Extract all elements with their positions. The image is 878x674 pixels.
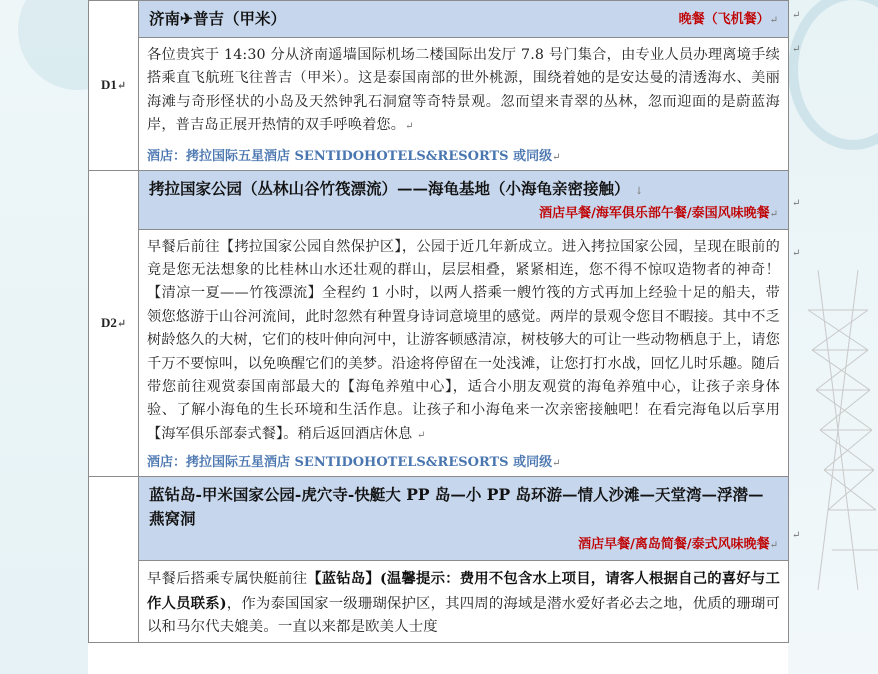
- day1-title: 济南✈普吉（甲米）: [149, 9, 286, 28]
- day2-label-cell: D2↵: [89, 170, 139, 477]
- day1-title-cell: 济南✈普吉（甲米） 晚餐（飞机餐）↵: [139, 1, 789, 38]
- day3-title-cell: 蓝钻岛-甲米国家公园-虎穴寺-快艇大 PP 岛—小 PP 岛环游—情人沙滩—天堂湾—浮潜—燕窝洞 酒店早餐/离岛简餐/泰式风味晚餐↵: [139, 477, 789, 561]
- para-mark: ↵: [792, 198, 801, 209]
- day1-title-row: [89, 1, 789, 38]
- para-mark: ↵: [792, 44, 801, 55]
- day1-label: D1: [100, 77, 117, 93]
- day1-description: 各位贵宾于 14:30 分从济南遥墙国际机场二楼国际出发厅 7.8 号门集合，由专业人员办理离境手续搭乘直飞航班飞往普吉（甲米）。这是泰国南部的世外桃源，围绕着她的是安达曼的清透海水、美丽海滩与奇形怪状的小岛及天然钟乳石洞窟等奇特景观。忽而望来青翠的丛林，忽而迎面的是蔚蓝海岸，普吉岛正展开热情的双手呼唤着您。↵: [147, 47, 780, 134]
- day3-title-row: [89, 477, 789, 561]
- day2-body-row: [89, 229, 789, 477]
- day1-body-cell: 各位贵宾于 14:30 分从济南遥墙国际机场二楼国际出发厅 7.8 号门集合，由专业人员办理离境手续搭乘直飞航班飞往普吉（甲米）。这是泰国南部的世外桃源，围绕着她的是安达曼的清透海水、美丽海滩与奇形怪状的小岛及天然钟乳石洞窟等奇特景观。忽而望来青翠的丛林，忽而迎面的是蔚蓝海岸，普吉岛正展开热情的双手呼唤着您。↵ 酒店：拷拉国际五星酒店 SENTIDOHOTELS&RESORTS 或同级↵: [139, 38, 789, 171]
- day2-label: D2: [100, 315, 117, 331]
- day2-title: 拷拉国家公园（丛林山谷竹筏漂流）——海龟基地（小海龟亲密接触）: [149, 178, 630, 198]
- day2-hotel: 酒店：拷拉国际五星酒店 SENTIDOHOTELS&RESORTS 或同级: [147, 455, 553, 471]
- ring-decoration: [788, 0, 878, 150]
- day2-body-cell: 早餐后前往【拷拉国家公园自然保护区】，公园于近几年新成立。进入拷拉国家公园，呈现在眼前的竟是您无法想象的比桂林山水还壮观的群山，层层相叠，紧紧相连，您不得不惊叹造物者的神奇！【清凉一夏——竹筏漂流】全程约 1 小时，以两人搭乘一艘竹筏的方式再加上经验十足的船夫，带领您悠游于山谷河流间，此时忽然有种置身诗词意境里的感觉。两岸的景观令您目不暇接。其中不乏树龄悠久的大树，它们的枝叶伸向河中，让游客顿感清凉，树枝够大的可让一些动物栖息于上，请您千万不要惊叫，以免唤醒它们的美梦。沿途将停留在一处浅滩，让您打打水战，回忆儿时乐趣。随后带您前往观赏泰国南部最大的【海龟养殖中心】，适合小朋友观赏的海龟养殖中心，让孩子亲身体验、了解小海龟的生长环境和生活作息。让孩子和小海龟来一次亲密接触吧！在看完海龟以后享用【海军俱乐部泰式餐】。稍后返回酒店休息 ↵ 酒店：拷拉国际五星酒店 SENTIDOHOTELS&RESORTS 或同级↵: [139, 229, 789, 477]
- day2-description: 早餐后前往【拷拉国家公园自然保护区】，公园于近几年新成立。进入拷拉国家公园，呈现在眼前的竟是您无法想象的比桂林山水还壮观的群山，层层相叠，紧紧相连，您不得不惊叹造物者的神奇！【清凉一夏——竹筏漂流】全程约 1 小时，以两人搭乘一艘竹筏的方式再加上经验十足的船夫，带领您悠游于山谷河流间，此时忽然有种置身诗词意境里的感觉。两岸的景观令您目不暇接。其中不乏树龄悠久的大树，它们的枝叶伸向河中，让游客顿感清凉，树枝够大的可让一些动物栖息于上，请您千万不要惊叫，以免唤醒它们的美梦。沿途将停留在一处浅滩，让您打打水战，回忆儿时乐趣。随后带您前往观赏泰国南部最大的【海龟养殖中心】，适合小朋友观赏的海龟养殖中心，让孩子亲身体验、了解小海龟的生长环境和生活作息。让孩子和小海龟来一次亲密接触吧！在看完海龟以后享用【海军俱乐部泰式餐】。稍后返回酒店休息 ↵: [147, 238, 780, 442]
- itinerary-table: [88, 0, 789, 643]
- background-right-decoration: [788, 0, 878, 674]
- day3-title: 蓝钻岛-甲米国家公园-虎穴寺-快艇大 PP 岛—小 PP 岛环游—情人沙滩—天堂湾—浮潜—燕窝洞: [149, 485, 764, 529]
- para-mark: ↵: [792, 10, 801, 21]
- para-mark: ↵: [792, 530, 801, 541]
- day3-description: 早餐后搭乘专属快艇前往【蓝钻岛】(温馨提示：费用不包含水上项目，请客人根据自己的喜好与工作人员联系)，作为泰国国家一级珊瑚保护区，其四周的海域是潜水爱好者必去之地，优质的珊瑚可以和马尔代夫媲美。一直以来都是欧美人士度: [147, 570, 781, 636]
- day3-body-row: [89, 561, 789, 642]
- day3-meal: 酒店早餐/离岛简餐/泰式风味晚餐: [578, 537, 770, 553]
- lattice-tower-decoration: [798, 270, 878, 590]
- day3-body-cell: [139, 561, 789, 642]
- day1-meal: 晚餐（飞机餐）: [678, 12, 770, 27]
- day1-hotel: 酒店：拷拉国际五星酒店 SENTIDOHOTELS&RESORTS 或同级: [147, 148, 553, 164]
- day3-label-cell: [89, 477, 139, 642]
- day2-title-row: [89, 170, 789, 229]
- day2-meal: 酒店早餐/海军俱乐部午餐/泰国风味晚餐: [539, 205, 770, 221]
- para-mark: ↵: [792, 248, 801, 259]
- day1-body-row: [89, 38, 789, 171]
- background-left-decoration: [0, 0, 88, 674]
- day1-label-cell: D1↵: [89, 1, 139, 171]
- day2-title-cell: 拷拉国家公园（丛林山谷竹筏漂流）——海龟基地（小海龟亲密接触） ↓ 酒店早餐/海军俱乐部午餐/泰国风味晚餐↵: [139, 170, 789, 229]
